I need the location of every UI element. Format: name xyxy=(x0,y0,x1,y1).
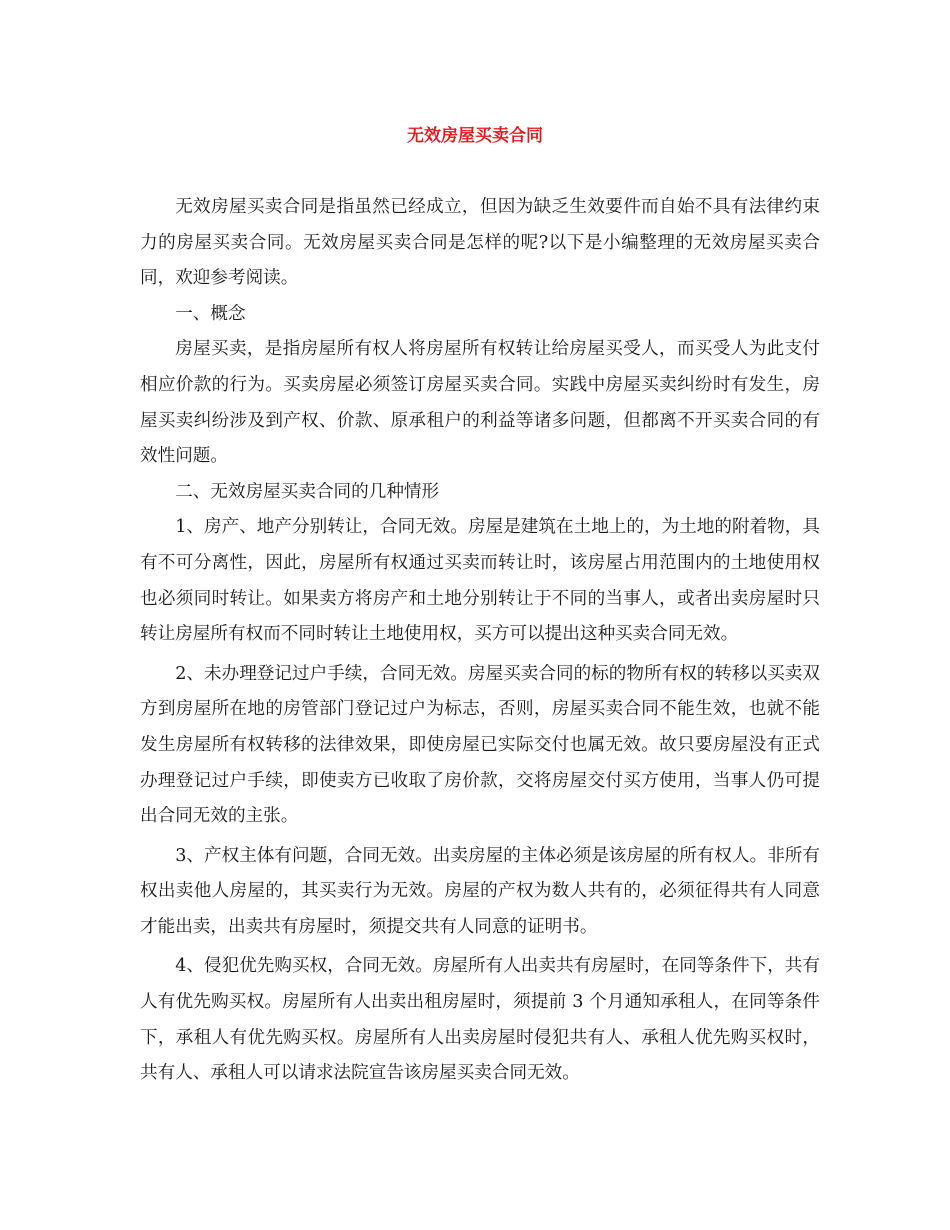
paragraph-case-4: 4、侵犯优先购买权，合同无效。房屋所有人出卖共有房屋时，在同等条件下，共有人有优先购买权。房屋所有人出卖出租房屋时，须提前 3 个月通知承租人，在同等条件下，承租人有优先购买权。房屋所有人出卖房屋时侵犯共有人、承租人优先购买权时，共有人、承租人可以请求法院宣告该房屋买卖合同无效。 xyxy=(140,956,820,1084)
paragraph-intro: 无效房屋买卖合同是指虽然已经成立，但因为缺乏生效要件而自始不具有法律约束力的房屋买卖合同。无效房屋买卖合同是怎样的呢?以下是小编整理的无效房屋买卖合同，欢迎参考阅读。 xyxy=(140,197,820,289)
section-heading-concept: 一、概念 xyxy=(175,303,246,324)
section-heading-cases: 二、无效房屋买卖合同的几种情形 xyxy=(175,481,440,502)
document-title: 无效房屋买卖合同 xyxy=(407,126,543,146)
paragraph-case-2: 2、未办理登记过户手续，合同无效。房屋买卖合同的标的物所有权的转移以买卖双方到房屋所在地的房管部门登记过户为标志，否则，房屋买卖合同不能生效，也就不能发生房屋所有权转移的法律效果，即使房屋已实际交付也属无效。故只要房屋没有正式办理登记过户手续，即使卖方已收取了房价款，交将房屋交付买方使用，当事人仍可提出合同无效的主张。 xyxy=(140,663,820,827)
paragraph-case-1: 1、房产、地产分别转让，合同无效。房屋是建筑在土地上的，为土地的附着物，具有不可分离性，因此，房屋所有权通过买卖而转让时，该房屋占用范围内的土地使用权也必须同时转让。如果卖方将房产和土地分别转让于不同的当事人，或者出卖房屋时只转让房屋所有权而不同时转让土地使用权，买方可以提出这种买卖合同无效。 xyxy=(140,517,820,645)
document-body xyxy=(140,190,820,1092)
paragraph-concept: 房屋买卖，是指房屋所有权人将房屋所有权转让给房屋买受人，而买受人为此支付相应价款的行为。买卖房屋必须签订房屋买卖合同。实践中房屋买卖纠纷时有发生，房屋买卖纠纷涉及到产权、价款、原承租户的利益等诸多问题，但都离不开买卖合同的有效性问题。 xyxy=(140,339,820,467)
paragraph-case-3: 3、产权主体有问题，合同无效。出卖房屋的主体必须是该房屋的所有权人。非所有权出卖他人房屋的，其买卖行为无效。房屋的产权为数人共有的，必须征得共有人同意才能出卖，出卖共有房屋时，须提交共有人同意的证明书。 xyxy=(140,845,820,937)
